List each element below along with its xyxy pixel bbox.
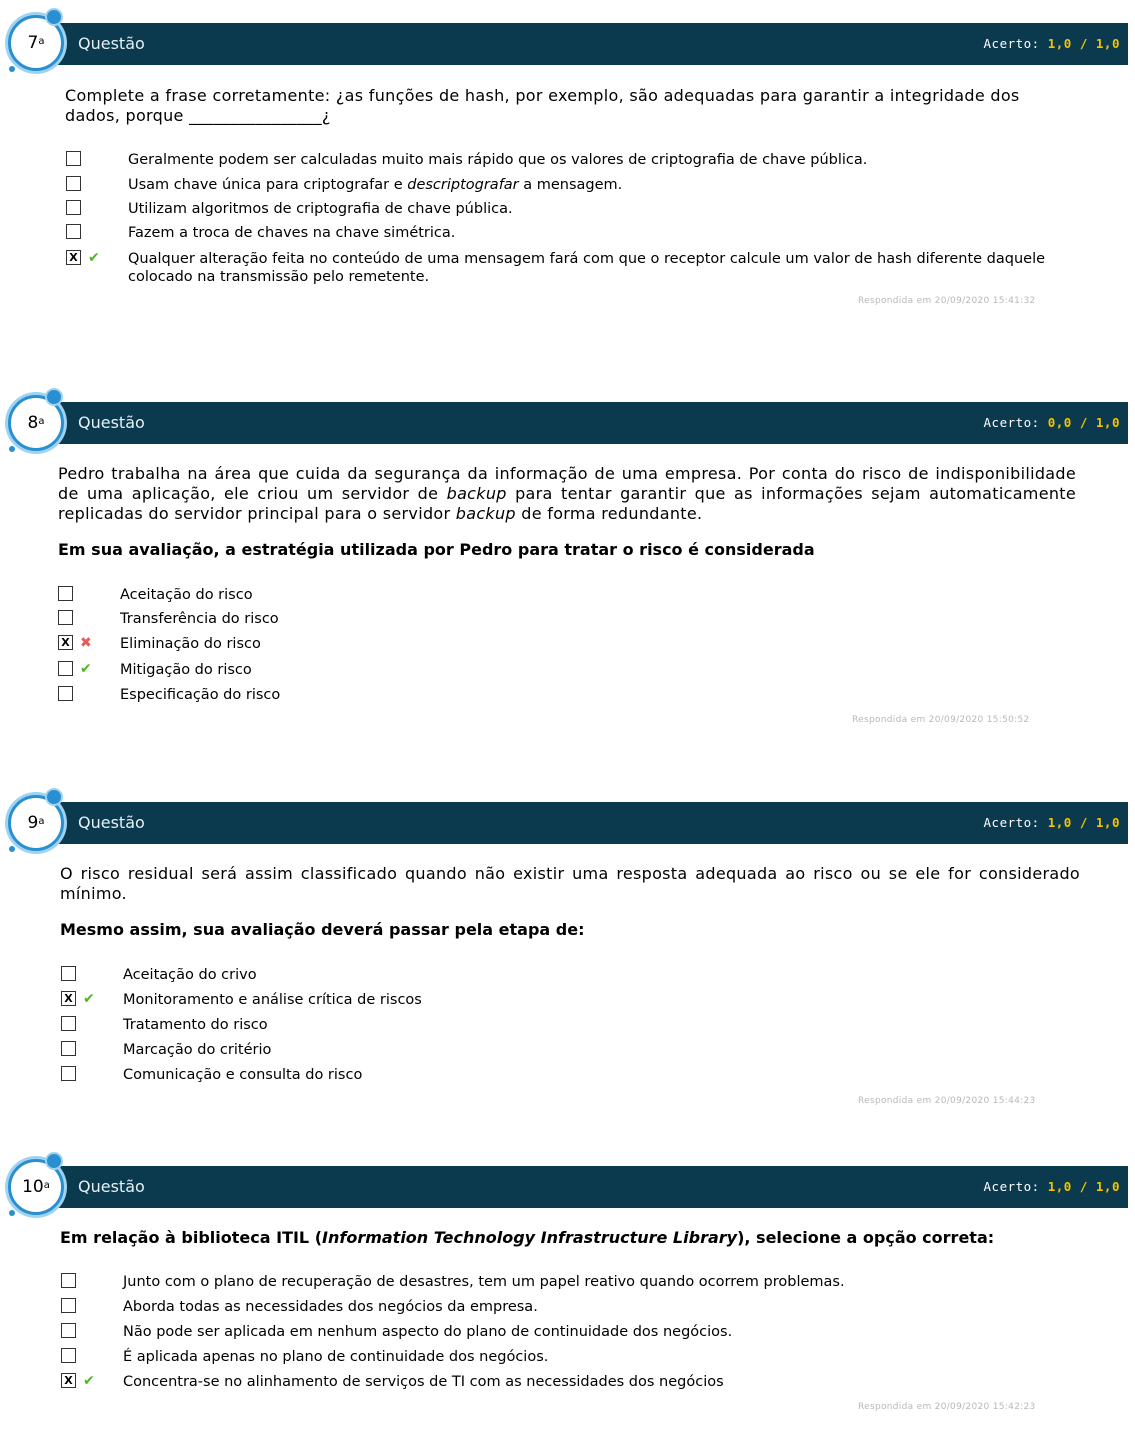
correct-check-icon: ✔ xyxy=(83,1373,95,1389)
question-header xyxy=(30,1166,1128,1208)
option-checkbox[interactable] xyxy=(66,151,81,166)
option-3-label: Utilizam algoritmos de criptografia de chave pública. xyxy=(128,201,513,217)
correct-check-icon: ✔ xyxy=(80,661,92,677)
question-stem: Complete a frase corretamente: ¿as funções de hash, por exemplo, são adequadas para garantir a integridade dos dados, porque ________________¿ xyxy=(65,86,1020,125)
option-2-label: Transferência do risco xyxy=(120,611,279,627)
question-header xyxy=(30,802,1128,844)
correct-check-icon: ✔ xyxy=(83,991,95,1007)
option-checkbox[interactable] xyxy=(58,610,73,625)
wrong-x-icon: ✖ xyxy=(80,635,92,651)
question-prompt: Mesmo assim, sua avaliação deverá passar pela etapa de: xyxy=(60,920,585,939)
option-4-label: Marcação do critério xyxy=(123,1042,272,1058)
question-prompt: Em relação à biblioteca ITIL (Information Technology Infrastructure Library), selecione a opção correta: xyxy=(60,1228,995,1247)
option-3-label: Tratamento do risco xyxy=(123,1017,268,1033)
option-checkbox[interactable] xyxy=(61,1348,76,1363)
score: Acerto: 1,0 / 1,0 xyxy=(983,36,1120,51)
option-checkbox[interactable] xyxy=(61,1298,76,1313)
option-1-label: Geralmente podem ser calculadas muito mais rápido que os valores de criptografia de chave pública. xyxy=(128,152,868,168)
question-title: Questão xyxy=(78,813,145,832)
question-number-badge: 7 $^a$ xyxy=(8,15,64,71)
option-checkbox-checked[interactable]: X xyxy=(58,635,73,650)
option-1-label: Aceitação do risco xyxy=(120,587,253,603)
option-checkbox[interactable] xyxy=(61,1016,76,1031)
option-4-label: É aplicada apenas no plano de continuidade dos negócios. xyxy=(123,1349,549,1365)
option-4-label: Mitigação do risco xyxy=(120,662,252,678)
option-checkbox[interactable] xyxy=(58,661,73,676)
correct-check-icon: ✔ xyxy=(88,250,100,266)
option-checkbox[interactable] xyxy=(66,176,81,191)
question-prompt: Em sua avaliação, a estratégia utilizada por Pedro para tratar o risco é considerada xyxy=(58,540,815,559)
answered-timestamp: Respondida em 20/09/2020 15:44:23 xyxy=(858,1096,1036,1106)
question-title: Questão xyxy=(78,1177,145,1196)
option-checkbox[interactable] xyxy=(66,200,81,215)
question-header xyxy=(30,23,1128,65)
option-checkbox[interactable] xyxy=(58,586,73,601)
answered-timestamp: Respondida em 20/09/2020 15:50:52 xyxy=(852,715,1030,725)
question-title: Questão xyxy=(78,413,145,432)
question-header xyxy=(30,402,1128,444)
question-stem: Pedro trabalha na área que cuida da segurança da informação de uma empresa. Por conta do risco de indisponibilidade de uma aplicação, ele criou um servidor de backup para tentar garantir que as informações sejam automaticamente replicadas do servidor principal para o servidor backup de forma redundante. xyxy=(58,464,1076,523)
option-checkbox[interactable] xyxy=(61,1273,76,1288)
score: Acerto: 0,0 / 1,0 xyxy=(983,415,1120,430)
option-checkbox-checked[interactable]: X xyxy=(61,991,76,1006)
option-3-label: Eliminação do risco xyxy=(120,636,261,652)
question-number-badge: 9 $^a$ xyxy=(8,795,64,851)
option-checkbox[interactable] xyxy=(61,966,76,981)
question-title: Questão xyxy=(78,34,145,53)
option-4-label: Fazem a troca de chaves na chave simétrica. xyxy=(128,225,456,241)
option-checkbox[interactable] xyxy=(58,686,73,701)
answered-timestamp: Respondida em 20/09/2020 15:41:32 xyxy=(858,296,1036,306)
option-checkbox[interactable] xyxy=(61,1066,76,1081)
option-1-label: Junto com o plano de recuperação de desastres, tem um papel reativo quando ocorrem problemas. xyxy=(123,1274,845,1290)
option-5-label: Qualquer alteração feita no conteúdo de uma mensagem fará com que o receptor calcule um valor de hash diferente daquele colocado na transmissão pelo remetente. xyxy=(128,251,1046,285)
option-5-label: Comunicação e consulta do risco xyxy=(123,1067,363,1083)
option-1-label: Aceitação do crivo xyxy=(123,967,257,983)
option-2-label: Aborda todas as necessidades dos negócios da empresa. xyxy=(123,1299,538,1315)
question-stem: O risco residual será assim classificado quando não existir uma resposta adequada ao risco ou se ele for considerado mínimo. xyxy=(60,864,1080,903)
option-checkbox-checked[interactable]: X xyxy=(66,250,81,265)
option-5-label: Concentra-se no alinhamento de serviços de TI com as necessidades dos negócios xyxy=(123,1374,724,1390)
question-number-badge: 8 $^a$ xyxy=(8,395,64,451)
answered-timestamp: Respondida em 20/09/2020 15:42:23 xyxy=(858,1402,1036,1412)
option-2-label: Usam chave única para criptografar e descriptografar a mensagem. xyxy=(128,177,623,193)
option-5-label: Especificação do risco xyxy=(120,687,281,703)
option-checkbox[interactable] xyxy=(66,224,81,239)
option-checkbox[interactable] xyxy=(61,1041,76,1056)
option-2-label: Monitoramento e análise crítica de riscos xyxy=(123,992,422,1008)
question-number-badge: 10 $^a$ xyxy=(8,1159,64,1215)
score: Acerto: 1,0 / 1,0 xyxy=(983,815,1120,830)
option-checkbox-checked[interactable]: X xyxy=(61,1373,76,1388)
option-3-label: Não pode ser aplicada em nenhum aspecto do plano de continuidade dos negócios. xyxy=(123,1324,733,1340)
option-checkbox[interactable] xyxy=(61,1323,76,1338)
score: Acerto: 1,0 / 1,0 xyxy=(983,1179,1120,1194)
